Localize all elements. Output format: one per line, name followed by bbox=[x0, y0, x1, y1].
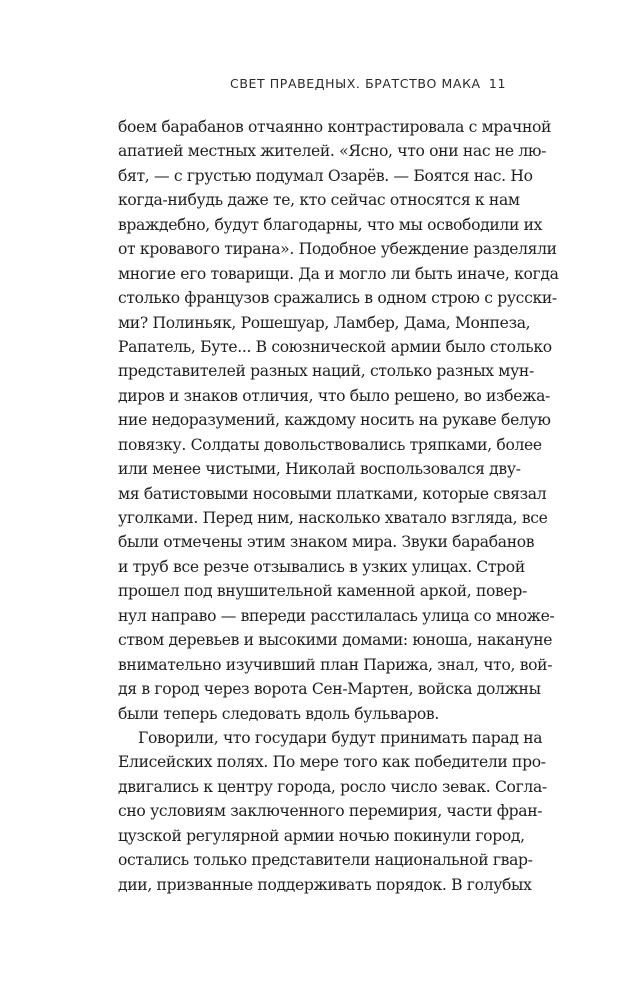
text-line: были отмечены этим знаком мира. Звуки барабанов bbox=[118, 533, 535, 552]
text-line: повязку. Солдаты довольствовались тряпками, более bbox=[118, 435, 542, 454]
text-line: апатией местных жителей. «Ясно, что они нас не лю- bbox=[118, 142, 547, 161]
text-line: цузской регулярной армии ночью покинули город, bbox=[118, 826, 525, 845]
text-line: ми? Полиньяк, Рошешуар, Ламбер, Дама, Монпеза, bbox=[118, 313, 531, 332]
page-number: 11 bbox=[488, 76, 506, 91]
text-line: Елисейских полях. По мере того как победители про- bbox=[118, 753, 546, 772]
text-line: боем барабанов отчаянно контрастировала с мрачной bbox=[118, 118, 552, 136]
text-line: мя батистовыми носовыми платками, которые связал bbox=[118, 484, 547, 503]
paragraph-1 bbox=[118, 115, 559, 726]
running-head bbox=[230, 76, 510, 96]
text-line: ние недоразумений, каждому носить на рукаве белую bbox=[118, 411, 551, 430]
text-line: дя в город через ворота Сен-Мартен, войска должны bbox=[118, 680, 541, 699]
running-head-title: СВЕТ ПРАВЕДНЫХ. БРАТСТВО МАКА bbox=[230, 76, 481, 91]
text-line: диров и знаков отличия, что было решено, во избежа- bbox=[118, 386, 550, 405]
text-line: внимательно изучивший план Парижа, знал, что, вой- bbox=[118, 655, 553, 674]
text-line: или менее чистыми, Николай воспользовался дву- bbox=[118, 460, 521, 479]
text-line: Рапатель, Буте... В союзнической армии было столько bbox=[118, 337, 552, 356]
text-line: двигались к центру города, росло число зевак. Согла- bbox=[118, 777, 547, 796]
text-line: Говорили, что государи будут принимать парад на bbox=[138, 728, 543, 747]
text-line: столько французов сражались в одном строю с русски- bbox=[118, 289, 557, 308]
text-line: нул направо — впереди расстилалась улица со множе- bbox=[118, 606, 555, 625]
text-line: были теперь следовать вдоль бульваров. bbox=[118, 704, 439, 723]
text-line: и труб все резче отзывались в узких улицах. Строй bbox=[118, 557, 525, 576]
paragraph-2 bbox=[118, 726, 547, 897]
text-line: представителей разных наций, столько разных мун- bbox=[118, 362, 534, 381]
text-line: дии, призванные поддерживать порядок. В голубых bbox=[118, 875, 532, 894]
text-line: уголками. Перед ним, насколько хватало взгляда, все bbox=[118, 509, 548, 527]
text-line: остались только представители национальной гвар- bbox=[118, 851, 533, 870]
text-line: от кровавого тирана». Подобное убеждение разделяли bbox=[118, 240, 557, 259]
text-line: бят, — с грустью подумал Озарёв. — Боятся нас. Но bbox=[118, 166, 533, 185]
text-line: многие его товарищи. Да и могло ли быть иначе, когда bbox=[118, 264, 559, 283]
text-line: враждебно, будут благодарны, что мы освободили их bbox=[118, 215, 543, 234]
text-line: прошел под внушительной каменной аркой, повер- bbox=[118, 582, 527, 601]
text-line: когда-нибудь даже те, кто сейчас относятся к нам bbox=[118, 191, 520, 210]
text-line: сно условиям заключенного перемирия, части фран- bbox=[118, 802, 543, 821]
text-line: ством деревьев и высокими домами: юноша, накануне bbox=[118, 631, 553, 650]
body-text bbox=[118, 115, 559, 897]
